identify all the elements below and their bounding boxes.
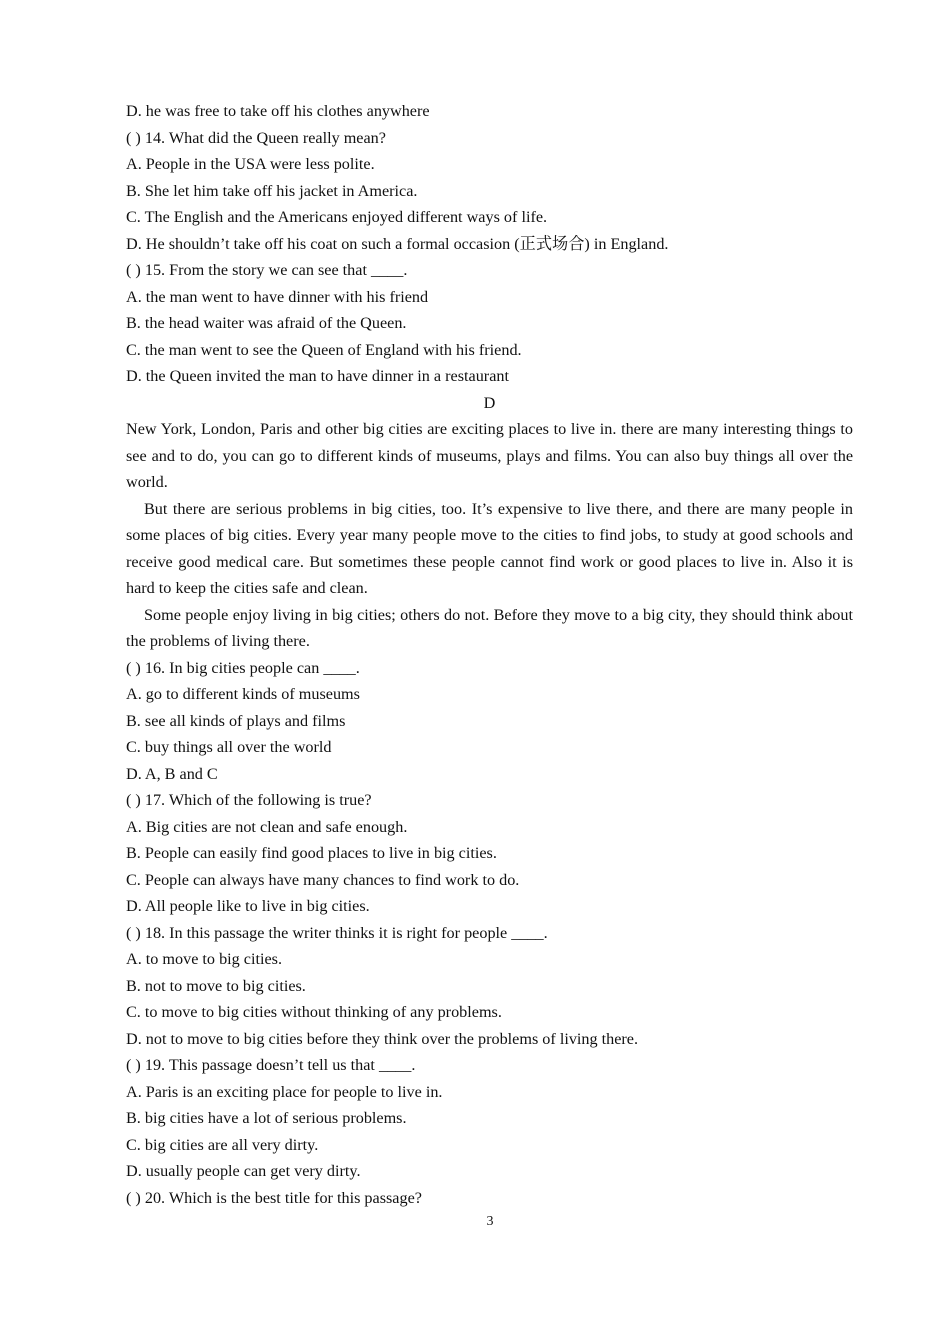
question-block-top [126, 98, 853, 390]
passage [126, 416, 853, 655]
passage-paragraph: But there are serious problems in big cities, too. It’s expensive to live there, and there are many people in some places of big cities. Every year many people move to the cities to find jobs, to study at good schools and receive good medical care. But sometimes these people cannot find work or good places to live in. Also it is hard to keep the cities safe and clean. [126, 499, 853, 597]
option-line: C. to move to big cities without thinking of any problems. [126, 1003, 502, 1021]
option-line: D. usually people can get very dirty. [126, 1162, 361, 1180]
option-line: D. the Queen invited the man to have dinner in a restaurant [126, 367, 509, 385]
option-line: A. go to different kinds of museums [126, 685, 360, 703]
option-line: D. All people like to live in big cities. [126, 897, 370, 915]
option-line: C. The English and the Americans enjoyed different ways of life. [126, 208, 548, 226]
question-line: ( ) 19. This passage doesn’t tell us that ____. [126, 1056, 416, 1074]
document-page [126, 98, 853, 1211]
option-line: A. Paris is an exciting place for people to live in. [126, 1082, 443, 1101]
question-line: ( ) 18. In this passage the writer thinks it is right for people ____. [126, 923, 548, 942]
option-line: D. A, B and C [126, 764, 218, 783]
option-line: B. People can easily find good places to live in big cities. [126, 844, 497, 862]
passage-paragraph: New York, London, Paris and other big cities are exciting places to live in. there are many interesting things to see and to do, you can go to different kinds of museums, plays and films. You can also buy things all over the world. [126, 420, 853, 491]
section-heading: D [483, 393, 496, 412]
question-line: ( ) 17. Which of the following is true? [126, 791, 372, 809]
option-line: B. see all kinds of plays and films [126, 711, 346, 730]
option-line: D. not to move to big cities before they think over the problems of living there. [126, 1029, 639, 1048]
option-line: B. big cities have a lot of serious problems. [126, 1109, 407, 1127]
option-line: A. to move to big cities. [126, 950, 283, 968]
option-line: C. buy things all over the world [126, 738, 332, 756]
question-block-bottom [126, 655, 853, 1212]
option-line: A. People in the USA were less polite. [126, 155, 375, 173]
option-line: C. big cities are all very dirty. [126, 1135, 319, 1154]
option-line: A. Big cities are not clean and safe enough. [126, 817, 408, 836]
text-line: D. he was free to take off his clothes anywhere [126, 102, 430, 120]
option-line: A. the man went to have dinner with his friend [126, 287, 429, 306]
passage-paragraph: Some people enjoy living in big cities; others do not. Before they move to a big city, they should think about the problems of living there. [126, 605, 853, 650]
question-line: ( ) 20. Which is the best title for this passage? [126, 1188, 422, 1207]
question-line: ( ) 15. From the story we can see that ____. [126, 261, 408, 279]
option-line: D. He shouldn’t take off his coat on such a formal occasion (正式场合) in England. [126, 234, 669, 253]
question-line: ( ) 14. What did the Queen really mean? [126, 128, 386, 147]
option-line: C. the man went to see the Queen of England with his friend. [126, 340, 522, 359]
option-line: B. the head waiter was afraid of the Queen. [126, 314, 407, 332]
page-number: 3 [486, 1214, 494, 1229]
question-line: ( ) 16. In big cities people can ____. [126, 658, 360, 677]
option-line: B. not to move to big cities. [126, 976, 306, 995]
option-line: B. She let him take off his jacket in America. [126, 181, 418, 200]
option-line: C. People can always have many chances to find work to do. [126, 870, 520, 889]
